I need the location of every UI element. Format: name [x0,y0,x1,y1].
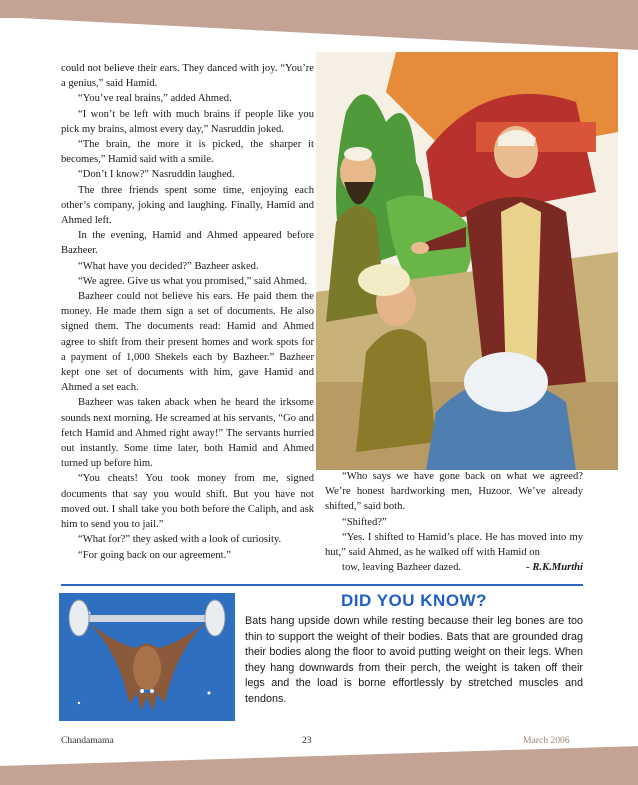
story-paragraph: could not believe their ears. They danced with joy. “You’re a genius,” said Hamid. [61,63,314,90]
story-right-column [325,469,583,575]
story-paragraph: “What have you decided?” Bazheer asked. [78,260,259,272]
story-paragraph: “We agree. Give us what you promised,” said Ahmed. [78,275,307,287]
author-credit: - R.K.Murthi [526,562,583,574]
footer-magazine-name: Chandamama [61,735,114,746]
story-left-column [61,61,314,563]
story-paragraph: “Yes. I shifted to Hamid’s place. He has moved into my hut,” said Ahmed, as he walked off with Hamid on [325,531,583,559]
story-illustration [316,52,618,470]
top-decorative-band [0,0,638,50]
story-paragraph: “Shifted?” [342,516,387,528]
story-paragraph: “For going back on our agreement.” [78,549,231,561]
story-last-line: tow, leaving Bazheer dazed. [342,562,462,574]
footer-page-number: 23 [302,735,312,746]
story-paragraph: “You cheats! You took money from me, signed documents that say you would shift. But you have not moved out. I shall take you both before the Caliph, and ask him to send you to jail.” [61,473,314,531]
section-divider [61,584,583,586]
story-closing-line [325,560,583,575]
footer-issue-date: March 2006 [523,735,570,746]
story-paragraph: The three friends spent some time, enjoying each other’s company, joking and laughing. Finally, Hamid and Ahmed left. [61,184,314,227]
story-paragraph: “You’ve real brains,” added Ahmed. [78,93,232,105]
story-paragraph: “Who says we have gone back on what we agreed? We’re honest hardworking men, Huzoor. We’ve already shifted,” said both. [325,471,583,513]
story-paragraph: Bazheer was taken aback when he heard the irksome sounds next morning. He screamed at his servants, “Go and fetch Hamid and Ahmed right away!” The servants hurried out instantly. Some time later, both Hamid and Ahmed turned up before him. [61,397,314,470]
story-paragraph: In the evening, Hamid and Ahmed appeared before Bazheer. [61,230,314,257]
story-paragraph: Bazheer could not believe his ears. He paid them the money. He made them sign a set of documents. He also signed them. The documents read: Hamid and Ahmed agree to shift from their present homes and work spots for a payment of 1,000 Shekels each by Bazheer.” Bazheer kept one set of documents with him, gave Hamid and Ahmed a set each. [61,291,314,394]
bat-illustration [59,593,235,721]
story-paragraph: “I won’t be left with much brains if people like you pick my brains, almost every day,” Nasruddin joked. [61,108,314,135]
story-paragraph: “What for?” they asked with a look of curiosity. [78,534,282,546]
did-you-know-text: Bats hang upside down while resting because their leg bones are too thin to support the weight of their bodies. Bats that are grounded drag their bodies along the floor to avoid putting weight on their legs. When they hang downwards from their perch, the weight is taken off their legs and the load is borne effortlessly by stretched muscles and tendons. [245,615,583,705]
story-paragraph: “Don’t I know?” Nasruddin laughed. [78,169,235,181]
did-you-know-title: DID YOU KNOW? [341,591,487,610]
story-paragraph: “The brain, the more it is picked, the sharper it becomes,” Hamid said with a smile. [61,139,314,166]
